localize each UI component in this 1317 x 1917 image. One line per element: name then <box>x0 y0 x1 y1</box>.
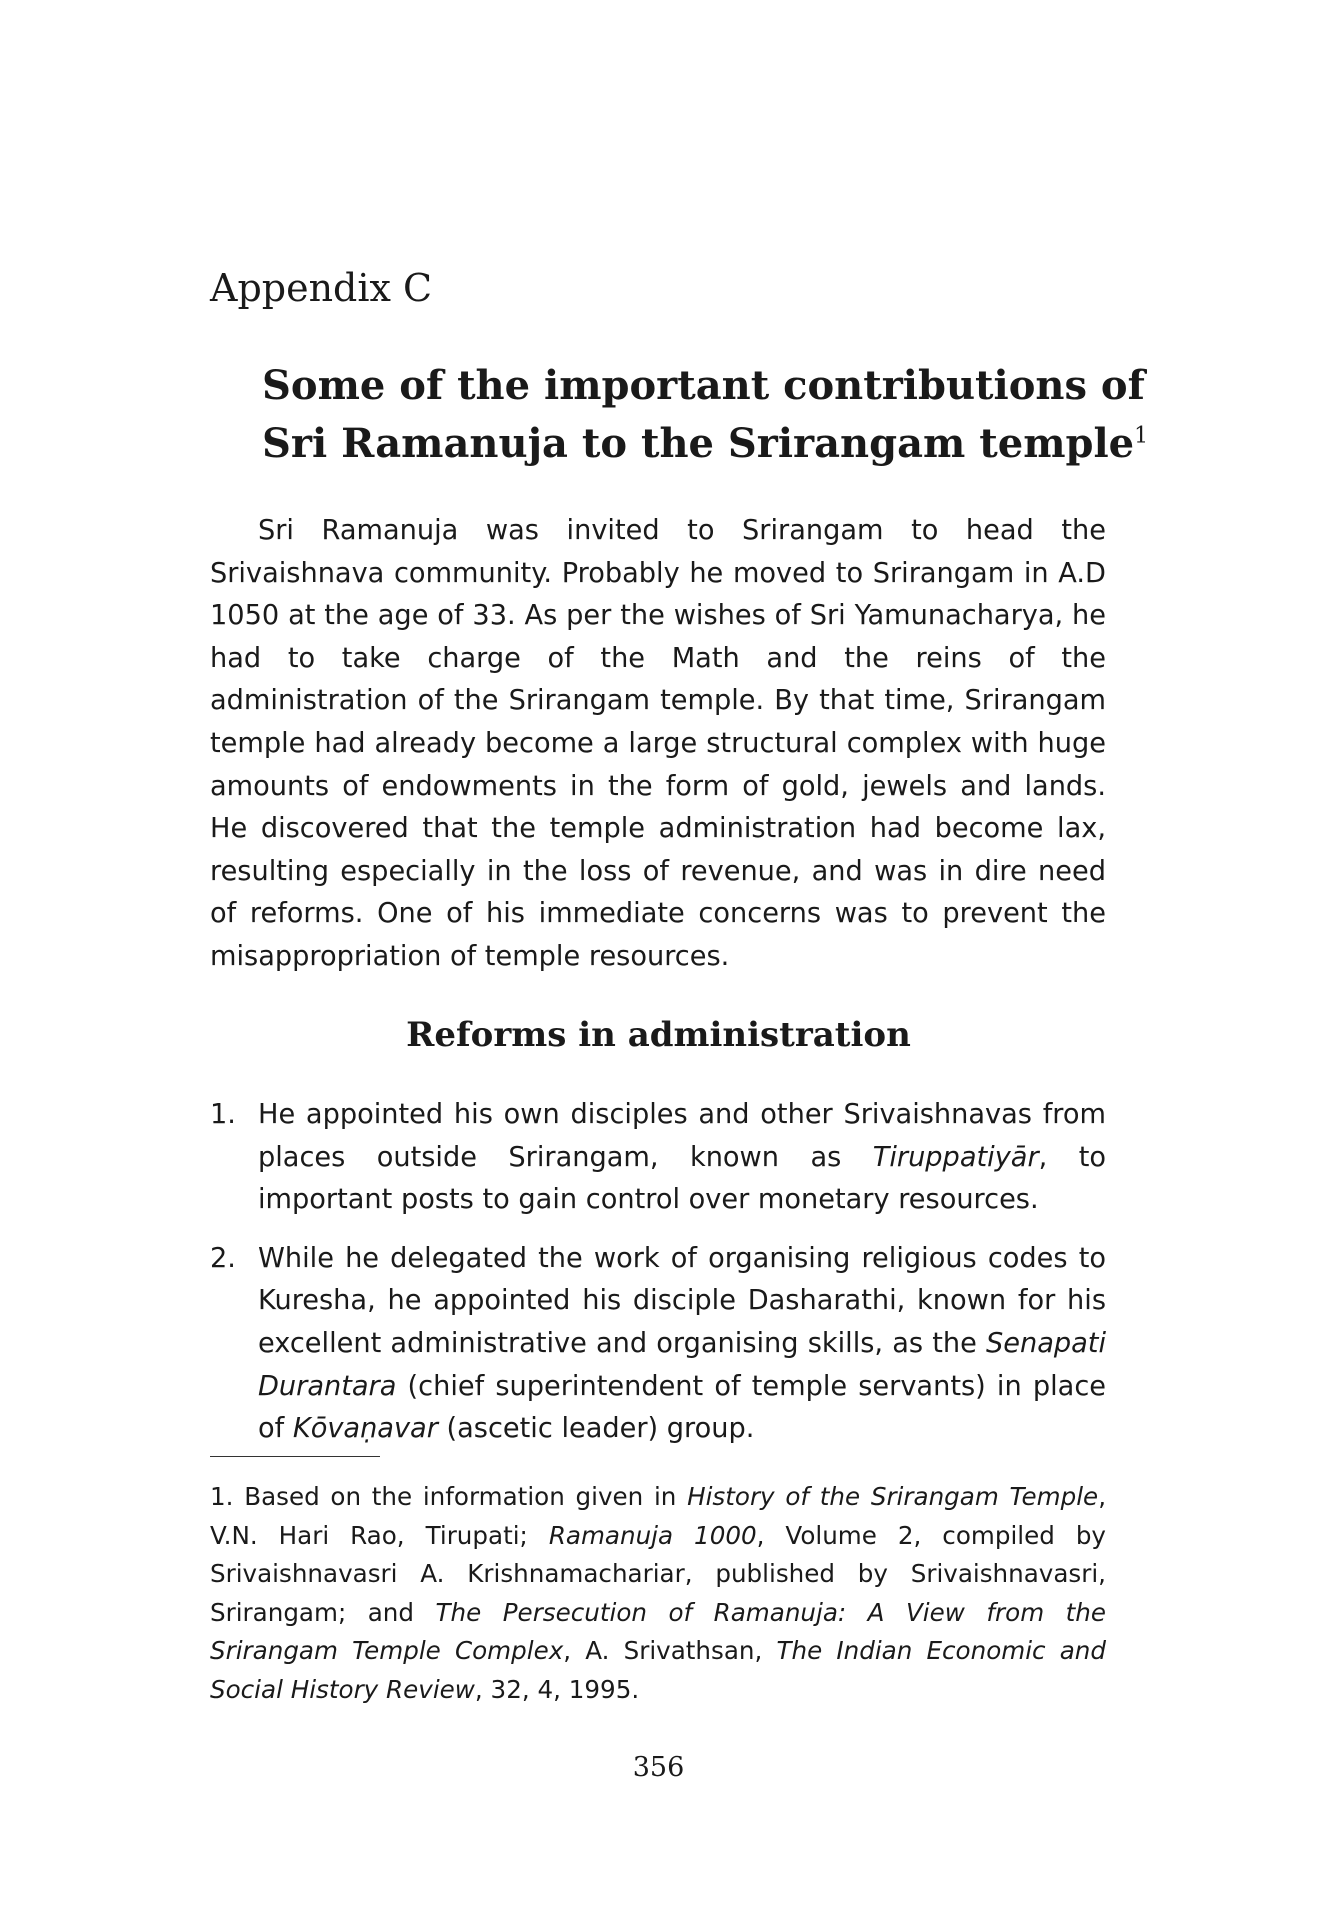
list-item-text: (chief superintendent of temple servants) in place of <box>258 1370 1106 1445</box>
list-item-italic-term: Senapati Durantara <box>258 1327 1106 1402</box>
list-item <box>210 1094 1106 1222</box>
footnote-number: 1. <box>210 1482 234 1511</box>
page-number: 356 <box>632 1752 685 1783</box>
list-item-text: While he delegated the work of organising religious codes to Kuresha, he appointed his disciple Dasharathi, known for his excellent administrative and organising skills, as the <box>258 1242 1106 1359</box>
footnote-text: , 32, 4, 1995. <box>474 1674 640 1704</box>
chapter-title <box>262 357 1162 473</box>
footnote-citation-title: Ramanuja 1000 <box>548 1520 757 1550</box>
list-item-number: 2. <box>210 1242 236 1274</box>
reforms-list <box>210 1094 1106 1467</box>
footnote-text: Based on the information given in <box>233 1482 688 1511</box>
footnote-citation-title: History of the Srirangam Temple <box>687 1482 1099 1511</box>
footnote-citation-title: The Persecution of Ramanuja: A View from the Srirangam Temple Complex <box>210 1597 1106 1666</box>
list-item-text: (ascetic leader) group. <box>437 1413 755 1445</box>
footnote-text: , A. Srivathsan, <box>563 1636 777 1666</box>
footnote <box>210 1478 1106 1710</box>
list-item <box>210 1238 1106 1451</box>
list-item-italic-term: Kōvaṇavar <box>292 1413 438 1445</box>
appendix-label: Appendix C <box>210 266 433 310</box>
section-heading: Reforms in administration <box>406 1015 911 1055</box>
title-line-2: Sri Ramanuja to the Srirangam temple <box>262 420 1135 467</box>
footnote-text: , Volume 2, compiled by Srivaishnavasri A. Krishnamachariar, published by Srivaishnavasri, Srirangam; and <box>210 1520 1106 1627</box>
list-item-text: , to important posts to gain control over monetary resources. <box>258 1141 1106 1216</box>
list-item-italic-term: Tiruppatiyār <box>872 1141 1039 1173</box>
list-item-number: 1. <box>210 1099 236 1130</box>
intro-paragraph: Sri Ramanuja was invited to Srirangam to head the Srivaishnava community. Probably he moved to Srirangam in A.D 1050 at the age of 33. As per the wishes of Sri Yamunacharya, he had to take charge of the Math and the reins of the administration of the Srirangam temple. By that time, Srirangam temple had already become a large structural complex with huge amounts of endowments in the form of gold, jewels and lands. He discovered that the temple administration had become lax, resulting especially in the loss of revenue, and was in dire need of reforms. One of his immediate concerns was to prevent the misappropriation of temple resources. <box>210 515 1106 972</box>
footnote-citation-title: The Indian Economic and Social History Review <box>210 1636 1106 1704</box>
footnote-text: , V.N. Hari Rao, Tirupati; <box>210 1482 1107 1550</box>
title-footnote-ref: 1 <box>1134 423 1149 449</box>
list-item-text: He appointed his own disciples and other Srivaishnavas from places outside Srirangam, known as <box>258 1099 1106 1173</box>
footnote-divider <box>210 1456 380 1457</box>
title-line-1: Some of the important contributions of <box>262 362 1145 409</box>
